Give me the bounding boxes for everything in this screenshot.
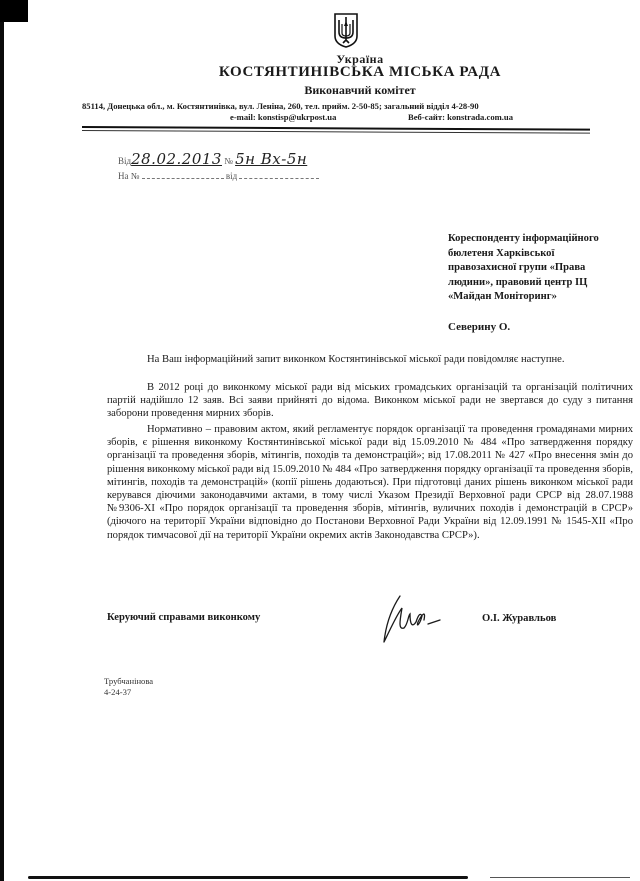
handwritten-number: 5н Вх-5н [235,150,308,168]
ref-number-blank [142,170,224,179]
paragraph-text: Нормативно – правовим актом, який регламентує порядок організації та проведення громадянами мирних зборів, є рішення виконкому Костянтинівської міської ради від 15.09.2010 № 484 «Про затвердження порядку організації та проведення зборів, мітингів, походів та демонстрацій»; від 17.08.2011 № 427 «Про внесення змін до рішення виконкому міської ради від 15.09.2010 № 484 «Про затвердження порядку організації та проведення зборів, мітингів, походів та демонстрацій» (копії рішень додаються). При підготовці даних рішень виконком міської ради керувався діючими законодавчими актами, в тому числі Указом Президії Верховної ради СРСР від 28.07.1988 №9306-XI «Про порядок організації та проведення зборів, мітингів, вуличних походів і демонстрацій в СРСР» (діючого на території України відповідно до Постанови Верховної Ради України від 12.09.1991 № 1545-XII «Про порядок тимчасової дії на території України окремих актів Законодавства СРСР»). [107,424,633,541]
paragraph-text: В 2012 році до виконкому міської ради від міських громадських організацій та організацій політичних партій надійшло 12 заяв. Всі заяви прийняті до відома. Виконком міської ради не звертався до суду з питання заборони проведення мирних зборів. [107,382,633,420]
scan-edge-left [0,0,4,881]
scan-corner-artifact [0,0,28,22]
addressee-line: правозахисної групи «Права [448,262,586,273]
body-paragraph-3 [107,423,633,542]
signatory-name: О.І. Журавльов [482,613,557,624]
registration-reference [118,170,319,181]
executor-phone: 4-24-37 [104,687,132,697]
addressee-line: людини», правовий центр ІЦ [448,276,588,288]
from-label: Від [118,156,132,166]
addressee-line: Кореспонденту інформаційного [448,233,599,244]
addressee-block [448,232,638,305]
trident-coat-of-arms-icon [333,12,359,48]
ref-from-label: від [225,171,238,181]
ref-date-blank [239,170,319,179]
addressee-line: бюлетеня Харківської [448,247,555,259]
number-label: № [224,156,233,166]
letterhead-address: 85114, Донецька обл., м. Костянтинівка, вул. Леніна, 260, тел. прийм. 2-50-85; загальний відділ 4-28-90 [82,101,479,111]
body-paragraph-2 [107,381,633,421]
executor-name: Трубчанінова [104,676,154,686]
addressee-name: Северину О. [448,321,511,333]
scan-edge-bottom-right [490,877,630,878]
executor-info [104,676,153,698]
letterhead-website: Веб-сайт: konstrada.com.ua [408,112,513,122]
letterhead-email: e-mail: konstisp@ukrpost.ua [230,112,337,122]
addressee-line: «Майдан Моніторинг» [448,291,557,302]
handwritten-date: 28.02.2013 [131,150,222,168]
letterhead-committee: Виконавчий комітет [304,83,416,97]
signatory-title: Керуючий справами виконкому [107,612,261,623]
body-paragraph-1 [107,353,633,366]
ref-label: На № [118,171,140,181]
scan-edge-bottom [28,876,468,879]
handwritten-signature-icon [378,594,446,646]
letterhead-country: Україна [336,52,384,66]
registration-outgoing [118,150,307,168]
letterhead-divider-thin [82,130,590,134]
letterhead-council: КОСТЯНТИНІВСЬКА МІСЬКА РАДА [218,64,502,80]
paragraph-text: На Ваш інформаційний запит виконком Костянтинівської міської ради повідомляє наступне. [147,354,565,365]
